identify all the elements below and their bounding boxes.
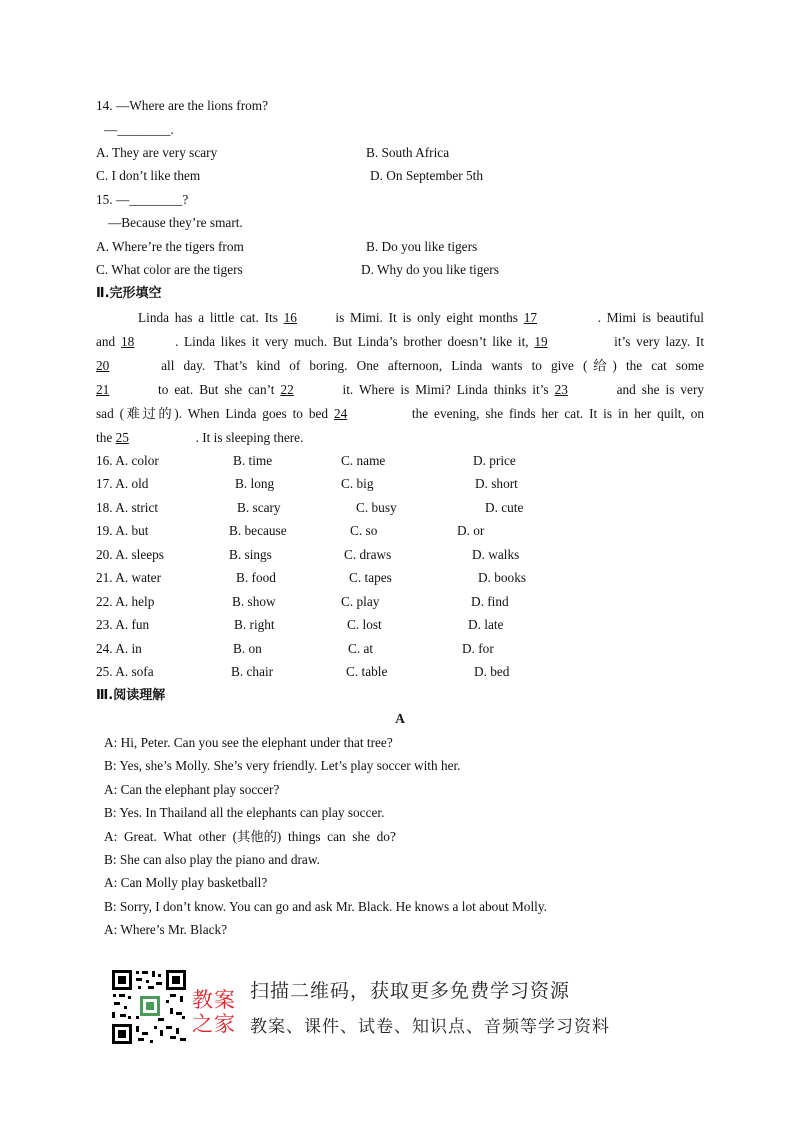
dialogue-line: A: Great. What other (其他的) things can she do? — [104, 829, 396, 844]
q15-answer: —Because they’re smart. — [108, 215, 243, 230]
passage-line-3: 20 all day. That’s kind of boring. One afternoon, Linda wants to give (给) the cat some — [96, 354, 704, 378]
blank-18: 18 — [120, 334, 135, 349]
option-row-23-c: C. lost — [347, 617, 382, 632]
dialogue-line: A: Hi, Peter. Can you see the elephant under that tree? — [104, 735, 393, 750]
logo-text-top: 教案 — [192, 988, 236, 1012]
option-row-19-c: C. so — [350, 523, 378, 538]
q14-answer-blank: —________. — [104, 122, 174, 137]
option-row-18-d: D. cute — [485, 500, 524, 515]
blank-19: 19 — [534, 334, 548, 349]
blank-23: 23 — [554, 382, 568, 397]
option-row-18-a: 18. A. strict — [96, 500, 159, 515]
q15-option-d: D. Why do you like tigers — [361, 262, 499, 277]
option-row-20-d: D. walks — [472, 547, 520, 562]
option-row-19-b: B. because — [229, 523, 287, 538]
blank-22: 22 — [280, 382, 294, 397]
section-3-title: Ⅲ.阅读理解 — [96, 688, 166, 703]
passage-line-2: and 18 . Linda likes it very much. But Linda’s brother doesn’t like it, 19 it’s very lazy. It — [96, 330, 704, 354]
option-row-20-a: 20. A. sleeps — [96, 547, 164, 562]
dialogue-line: B: Sorry, I don’t know. You can go and ask Mr. Black. He knows a lot about Molly. — [104, 899, 547, 914]
q14-stem: 14. —Where are the lions from? — [96, 98, 269, 113]
blank-25: 25 — [115, 430, 129, 445]
cloze-passage — [96, 306, 704, 450]
blank-17: 17 — [523, 310, 538, 325]
option-row-17-a: 17. A. old — [96, 476, 149, 491]
logo — [192, 984, 244, 1034]
option-row-21-c: C. tapes — [349, 570, 392, 585]
dialogue-line: A: Can the elephant play soccer? — [104, 782, 280, 797]
option-row-23-b: B. right — [234, 617, 275, 632]
footer-slogan-line-1: 扫描二维码，获取更多免费学习资源 — [250, 980, 571, 1002]
option-row-20-b: B. sings — [229, 547, 272, 562]
option-row-16-a: 16. A. color — [96, 453, 159, 468]
blank-16: 16 — [283, 310, 297, 325]
option-row-24-b: B. on — [233, 641, 262, 656]
option-row-24-c: C. at — [348, 641, 374, 656]
q15-option-a: A. Where’re the tigers from — [96, 239, 244, 254]
passage-a-heading: A — [395, 711, 405, 726]
q14-option-c: C. I don’t like them — [96, 168, 201, 183]
footer-slogan-line-2: 教案、课件、试卷、知识点、音频等学习资料 — [250, 1017, 610, 1037]
option-row-25-b: B. chair — [231, 664, 274, 679]
option-row-17-c: C. big — [341, 476, 374, 491]
dialogue-line: A: Can Molly play basketball? — [104, 875, 268, 890]
option-row-25-c: C. table — [346, 664, 388, 679]
q15-option-c: C. What color are the tigers — [96, 262, 243, 277]
logo-text-bottom: 之家 — [192, 1012, 236, 1036]
passage-line-5: sad (难过的). When Linda goes to bed 24 the evening, she finds her cat. It is in her quilt, on — [96, 402, 704, 426]
blank-24: 24 — [333, 406, 348, 421]
option-row-17-d: D. short — [475, 476, 518, 491]
option-row-24-a: 24. A. in — [96, 641, 142, 656]
option-row-22-d: D. find — [471, 594, 509, 609]
option-row-22-b: B. show — [232, 594, 276, 609]
option-row-23-d: D. late — [468, 617, 504, 632]
passage-line-6: the 25 . It is sleeping there. — [96, 426, 704, 450]
option-row-16-b: B. time — [233, 453, 273, 468]
blank-21: 21 — [96, 382, 110, 397]
q14-option-d: D. On September 5th — [370, 168, 484, 183]
section-2-title: Ⅱ.完形填空 — [96, 286, 162, 301]
option-row-19-d: D. or — [457, 523, 485, 538]
q14-option-b: B. South Africa — [366, 145, 450, 160]
passage-line-4: 21 to eat. But she can’t 22 it. Where is Mimi? Linda thinks it’s 23 and she is very — [96, 378, 704, 402]
q15-option-b: B. Do you like tigers — [366, 239, 478, 254]
blank-20: 20 — [96, 358, 110, 373]
option-row-22-a: 22. A. help — [96, 594, 155, 609]
option-row-19-a: 19. A. but — [96, 523, 149, 538]
q14-option-a: A. They are very scary — [96, 145, 218, 160]
option-row-25-a: 25. A. sofa — [96, 664, 154, 679]
dialogue-line: B: Yes. In Thailand all the elephants can play soccer. — [104, 805, 385, 820]
option-row-21-a: 21. A. water — [96, 570, 161, 585]
option-row-23-a: 23. A. fun — [96, 617, 150, 632]
option-row-18-b: B. scary — [237, 500, 281, 515]
passage-line-1: Linda has a little cat. Its 16 is Mimi. It is only eight months 17 . Mimi is beautiful — [96, 306, 704, 330]
option-row-24-d: D. for — [462, 641, 494, 656]
option-row-16-d: D. price — [473, 453, 516, 468]
dialogue-line: A: Where’s Mr. Black? — [104, 922, 228, 937]
option-row-18-c: C. busy — [356, 500, 397, 515]
option-row-16-c: C. name — [341, 453, 386, 468]
dialogue-line: B: She can also play the piano and draw. — [104, 852, 320, 867]
qr-code-icon[interactable] — [110, 968, 188, 1046]
dialogue-line: B: Yes, she’s Molly. She’s very friendly. Let’s play soccer with her. — [104, 758, 461, 773]
option-row-22-c: C. play — [341, 594, 380, 609]
option-row-21-d: D. books — [478, 570, 527, 585]
option-row-20-c: C. draws — [344, 547, 392, 562]
option-row-21-b: B. food — [236, 570, 276, 585]
option-row-17-b: B. long — [235, 476, 275, 491]
q15-stem: 15. —________? — [96, 192, 189, 207]
option-row-25-d: D. bed — [474, 664, 510, 679]
